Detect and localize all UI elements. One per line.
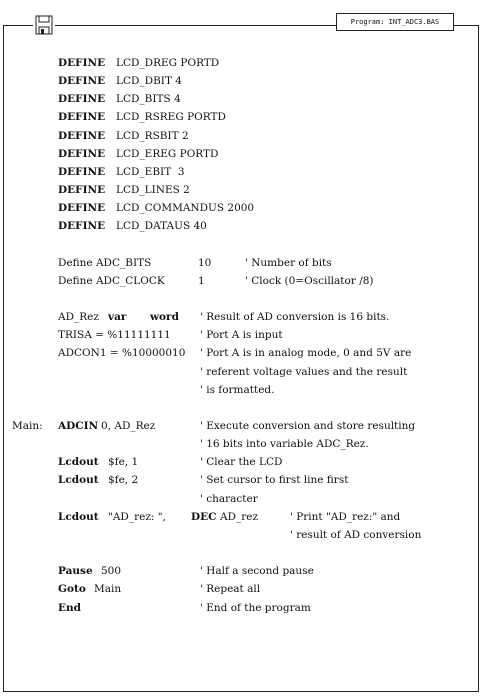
floppy-disk-icon[interactable]	[33, 14, 55, 36]
code-text: ' Port A is input	[200, 329, 283, 342]
code-keyword: DEFINE	[58, 147, 106, 160]
code-text: $fe, 1	[108, 456, 139, 469]
code-keyword: DEFINE	[58, 202, 106, 215]
code-keyword: End	[58, 601, 81, 614]
code-text: 10	[198, 256, 212, 269]
code-line	[0, 163, 483, 181]
code-text: LCD_DATAUS 40	[116, 220, 207, 233]
code-keyword: DEFINE	[58, 75, 106, 88]
code-text: 500	[101, 565, 122, 578]
code-text: Define ADC_CLOCK	[58, 274, 165, 287]
code-keyword: DEFINE	[58, 111, 106, 124]
code-text: "AD_rez: ",	[108, 510, 166, 523]
code-text: ' Result of AD conversion is 16 bits.	[200, 311, 390, 324]
code-text: LCD_COMMANDUS 2000	[116, 202, 255, 215]
code-line	[0, 508, 483, 526]
code-text: LCD_DBIT 4	[116, 75, 182, 88]
code-text: LCD_RSREG PORTD	[116, 111, 226, 124]
code-line	[0, 217, 483, 235]
code-text: ' Clear the LCD	[200, 456, 283, 469]
code-line	[0, 490, 483, 508]
code-text: Main:	[12, 420, 43, 432]
code-keyword: Lcdout	[58, 510, 99, 523]
code-text: ' 16 bits into variable ADC_Rez.	[200, 438, 369, 451]
code-keyword: var	[108, 311, 127, 324]
code-line	[0, 471, 483, 489]
code-text: LCD_DREG PORTD	[116, 57, 220, 69]
code-line	[0, 54, 483, 72]
code-line	[0, 363, 483, 381]
code-line	[0, 181, 483, 199]
code-text: ' result of AD conversion	[290, 528, 422, 541]
code-line	[0, 599, 483, 617]
code-line	[0, 199, 483, 217]
code-text: TRISA = %11111111	[58, 329, 171, 342]
code-line	[0, 453, 483, 471]
code-text: LCD_EREG PORTD	[116, 147, 219, 160]
code-text: Main	[94, 583, 122, 596]
code-line	[0, 580, 483, 598]
code-text: LCD_EBIT 3	[116, 165, 185, 178]
code-keyword: Pause	[58, 565, 93, 578]
code-text: ' character	[200, 492, 258, 505]
program-title: Program: INT_ADC3.BAS	[336, 13, 454, 31]
code-line	[0, 526, 483, 544]
code-keyword: Goto	[58, 583, 86, 596]
code-text: LCD_BITS 4	[116, 93, 181, 106]
code-line	[0, 344, 483, 362]
code-line	[0, 254, 483, 272]
code-line	[0, 290, 483, 308]
code-line	[0, 417, 483, 435]
code-line	[0, 399, 483, 417]
code-text: ' Clock (0=Oscillator /8)	[245, 274, 374, 287]
code-text: 1	[198, 274, 205, 287]
code-keyword: DEFINE	[58, 220, 106, 233]
code-line	[0, 435, 483, 453]
code-line	[0, 90, 483, 108]
code-text: ' Repeat all	[200, 583, 261, 596]
code-keyword: DEC	[191, 510, 217, 523]
code-text: ' referent voltage values and the result	[200, 365, 408, 378]
code-text: LCD_RSBIT 2	[116, 129, 189, 142]
code-text: ' End of the program	[200, 601, 311, 614]
code-text: AD_rez	[220, 510, 259, 523]
code-keyword: DEFINE	[58, 184, 106, 197]
code-line	[0, 108, 483, 126]
code-keyword: ADCIN	[58, 420, 99, 432]
code-line	[0, 381, 483, 399]
code-line	[0, 272, 483, 290]
code-line	[0, 544, 483, 562]
code-keyword: DEFINE	[58, 57, 106, 69]
code-keyword: DEFINE	[58, 93, 106, 106]
code-text: ' is formatted.	[200, 383, 275, 396]
code-keyword: Lcdout	[58, 474, 99, 487]
code-text: 0, AD_Rez	[101, 420, 156, 432]
code-keyword: DEFINE	[58, 165, 106, 178]
code-text: ' Half a second pause	[200, 565, 314, 578]
code-line	[0, 236, 483, 254]
code-keyword: DEFINE	[58, 129, 106, 142]
code-line	[0, 127, 483, 145]
code-line	[0, 308, 483, 326]
code-line	[0, 72, 483, 90]
code-keyword: word	[150, 311, 179, 324]
code-text: $fe, 2	[108, 474, 139, 487]
code-text: ' Number of bits	[245, 256, 332, 269]
code-text: ' Set cursor to first line first	[200, 474, 349, 487]
code-line	[0, 562, 483, 580]
code-line	[0, 145, 483, 163]
code-keyword: Lcdout	[58, 456, 99, 469]
code-text: ' Print "AD_rez:" and	[290, 510, 401, 523]
code-line	[0, 326, 483, 344]
code-text: LCD_LINES 2	[116, 184, 190, 197]
code-text: ' Execute conversion and store resulting	[200, 420, 416, 432]
code-text: ' Port A is in analog mode, 0 and 5V are	[200, 347, 412, 360]
code-text: AD_Rez	[58, 311, 99, 324]
code-text: ADCON1 = %10000010	[58, 347, 186, 360]
code-text: Define ADC_BITS	[58, 256, 152, 269]
